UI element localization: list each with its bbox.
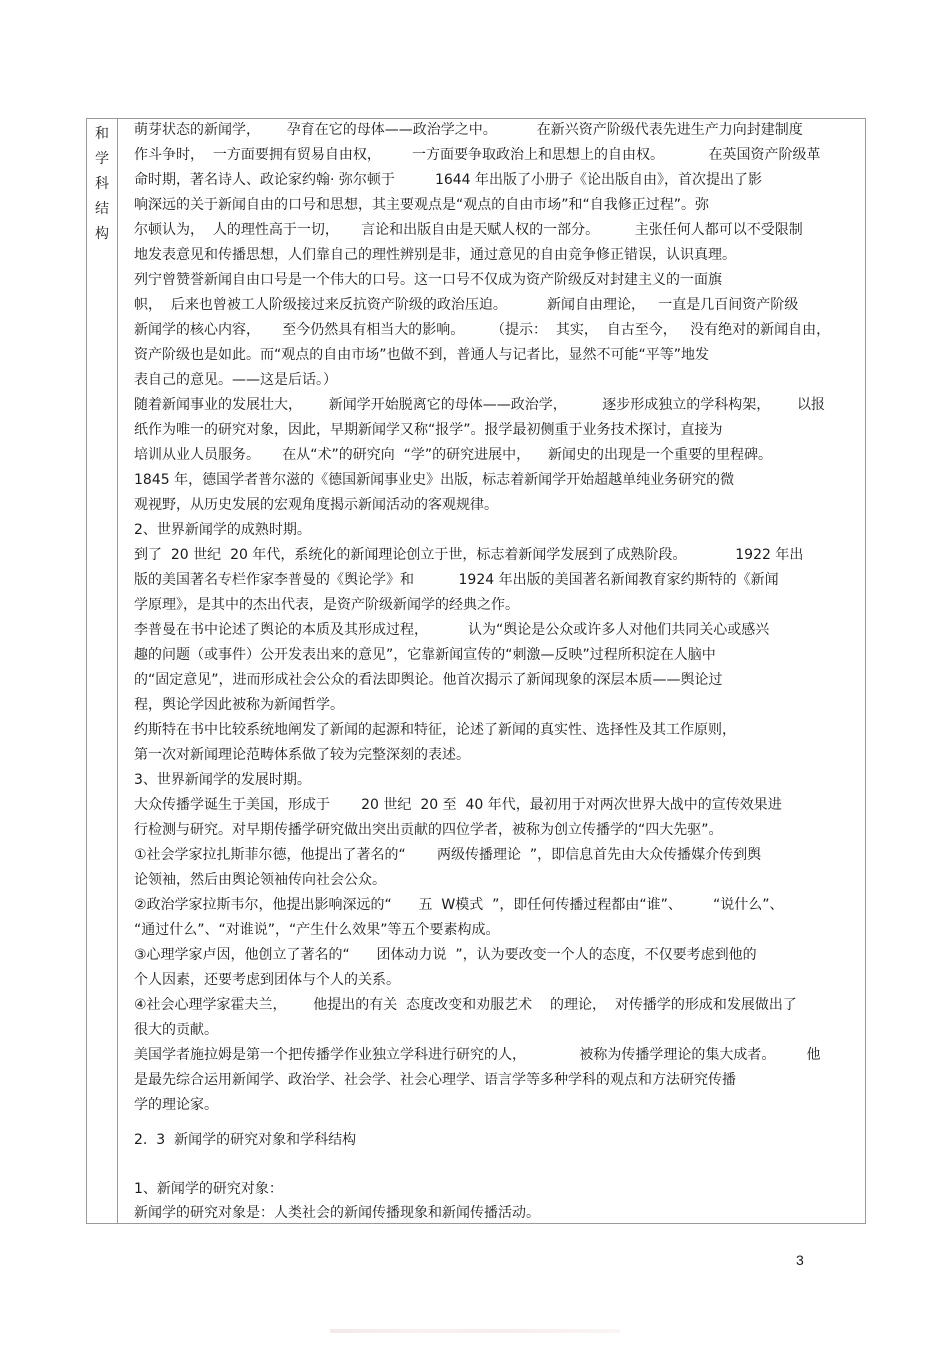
side-label-char: 构 xyxy=(95,226,109,242)
body-line: 萌芽状态的新闻学， 孕育在它的母体——政治学之中。 在新兴资产阶级代表先进生产力向封建制度 xyxy=(134,122,803,138)
body-line: 李普曼在书中论述了舆论的本质及其形成过程， 认为“舆论是公众或许多人对他们共同关心或感兴 xyxy=(134,622,770,638)
body-line: 行检测与研究。对早期传播学研究做出突出贡献的四位学者，被称为创立传播学的“四大先驱”。 xyxy=(134,822,723,838)
body-line: 培训从业人员服务。 在从“术”的研究向 “学”的研究进展中， 新闻史的出现是一个重要的里程碑。 xyxy=(134,447,772,463)
body-line: 纸作为唯一的研究对象，因此，早期新闻学又称“报学”。报学最初侧重于业务技术探讨，直接为 xyxy=(134,422,723,438)
body-line: 帜， 后来也曾被工人阶级接过来反抗资产阶级的政治压迫。 新闻自由理论， 一直是几百间资产阶级 xyxy=(134,297,799,313)
body-line: ②政治学家拉斯韦尔，他提出影响深远的“ 五 W模式 ”，即任何传播过程都由“谁”、 “说什么”、 xyxy=(134,897,784,913)
body-line: 到了 20 世纪 20 年代，系统化的新闻理论创立于世，标志着新闻学发展到了成熟阶段。 1922 年出 xyxy=(134,547,804,563)
body-line: 学的理论家。 xyxy=(134,1097,218,1113)
body-line: 观视野，从历史发展的宏观角度揭示新闻活动的客观规律。 xyxy=(134,497,498,513)
body-line: 地发表意见和传播思想，人们靠自己的理性辨别是非，通过意见的自由竞争修正错误，认识真理。 xyxy=(134,247,736,263)
body-line: 美国学者施拉姆是第一个把传播学作业独立学科进行研究的人， 被称为传播学理论的集大成者。 他 xyxy=(134,1047,821,1063)
body-line: 新闻学的核心内容， 至今仍然具有相当大的影响。 （提示： 其实， 自古至今， 没有绝对的新闻自由， xyxy=(134,322,831,338)
body-line: 程，舆论学因此被称为新闻哲学。 xyxy=(134,697,344,713)
body-line: 版的美国著名专栏作家李普曼的《舆论学》和 1924 年出版的美国著名新闻教育家约斯特的《新闻 xyxy=(134,572,779,588)
body-line: 是最先综合运用新闻学、政治学、社会学、社会心理学、语言学等多种学科的观点和方法研究传播 xyxy=(134,1072,736,1088)
side-label-char: 学 xyxy=(95,151,109,167)
side-label-char: 和 xyxy=(95,126,109,142)
body-line: “通过什么”、“对谁说”，“产生什么效果”等五个要素构成。 xyxy=(134,922,500,938)
body-line: 资产阶级也是如此。而“观点的自由市场”也做不到，普通人与记者比，显然不可能“平等”地发 xyxy=(134,347,710,363)
body-line: 第一次对新闻理论范畴体系做了较为完整深刻的表述。 xyxy=(134,747,470,763)
body-line: 3、世界新闻学的发展时期。 xyxy=(134,772,311,788)
page-number: 3 xyxy=(796,1252,804,1268)
side-label-char: 科 xyxy=(95,176,109,192)
body-line: 1845 年，德国学者普尔滋的《德国新闻事业史》出版，标志着新闻学开始超越单纯业务研究的微 xyxy=(134,472,735,488)
body-line: ①社会学家拉扎斯菲尔德，他提出了著名的“ 两级传播理论 ”，即信息首先由大众传播媒介传到舆 xyxy=(134,847,762,863)
body-line: 约斯特在书中比较系统地阐发了新闻的起源和特征，论述了新闻的真实性、选择性及其工作原则， xyxy=(134,722,736,738)
body-line: ④社会心理学家霍夫兰， 他提出的有关 态度改变和劝服艺术 的理论， 对传播学的形成和发展做出了 xyxy=(134,997,797,1013)
body-line: 命时期，著名诗人、政论家约翰· 弥尔顿于 1644 年出版了小册子《论出版自由》，首次提出了影 xyxy=(134,172,763,188)
body-line: 表自己的意见。——这是后话。） xyxy=(134,372,337,388)
body-line: 大众传播学诞生于美国，形成于 20 世纪 20 至 40 年代，最初用于对两次世界大战中的宣传效果进 xyxy=(134,797,782,813)
side-label-char: 结 xyxy=(95,201,109,217)
body-line: 的“固定意见”，进而形成社会公众的看法即舆论。他首次揭示了新闻现象的深层本质——舆论过 xyxy=(134,672,723,688)
body-line: 尔顿认为， 人的理性高于一切， 言论和出版自由是天赋人权的一部分。 主张任何人都可以不受限制 xyxy=(134,222,803,238)
body-line: 列宁曾赞誉新闻自由口号是一个伟大的口号。这一口号不仅成为资产阶级反对封建主义的一面旗 xyxy=(134,272,722,288)
body-line: 学原理》，是其中的杰出代表，是资产阶级新闻学的经典之作。 xyxy=(134,597,519,613)
body-line: 响深远的关于新闻自由的口号和思想，其主要观点是“观点的自由市场”和“自我修正过程”。弥 xyxy=(134,197,710,213)
body-line: 1、新闻学的研究对象： xyxy=(134,1181,283,1197)
body-line: 趣的问题（或事件）公开发表出来的意见”，它靠新闻宣传的“刺激—反映”过程所积淀在人脑中 xyxy=(134,647,716,663)
body-line: 随着新闻事业的发展壮大， 新闻学开始脱离它的母体——政治学， 逐步形成独立的学科构架， 以报 xyxy=(134,397,826,413)
body-line: 个人因素，还要考虑到团体与个人的关系。 xyxy=(134,972,400,988)
faint-footer-artifact xyxy=(330,1329,620,1333)
body-line: 作斗争时， 一方面要拥有贸易自由权， 一方面要争取政治上和思想上的自由权。 在英国资产阶级革 xyxy=(134,147,821,163)
body-line: 2. 3 新闻学的研究对象和学科结构 xyxy=(134,1132,357,1148)
body-line: 很大的贡献。 xyxy=(134,1022,218,1038)
body-line: ③心理学家卢因，他创立了著名的“ 团体动力说 ”，认为要改变一个人的态度，不仅要考虑到他的 xyxy=(134,947,757,963)
body-line: 论领袖，然后由舆论领袖传向社会公众。 xyxy=(134,872,386,888)
body-line: 2、世界新闻学的成熟时期。 xyxy=(134,522,311,538)
body-line: 新闻学的研究对象是：人类社会的新闻传播现象和新闻传播活动。 xyxy=(134,1205,540,1221)
side-label-column xyxy=(87,119,118,1223)
